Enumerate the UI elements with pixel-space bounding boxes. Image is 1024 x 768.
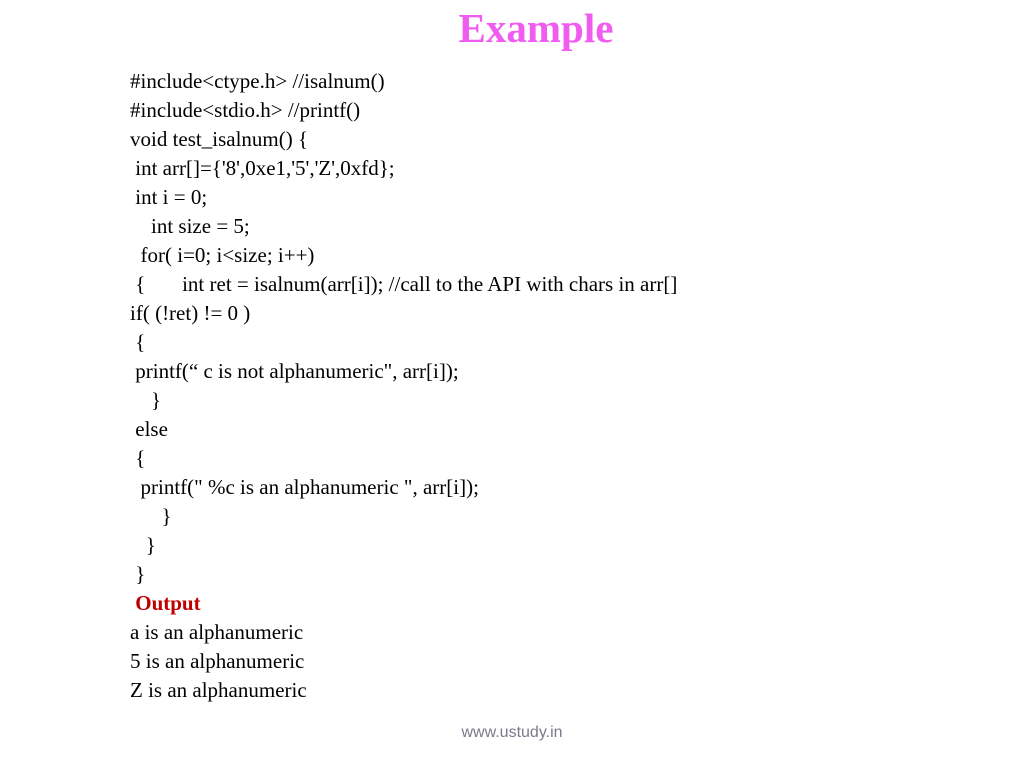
code-line: int i = 0; xyxy=(130,185,208,209)
code-line: } xyxy=(130,504,172,528)
code-line: { int ret = isalnum(arr[i]); //call to the API with chars in arr[] xyxy=(130,272,678,296)
code-line: else xyxy=(130,417,168,441)
code-line: #include<stdio.h> //printf() xyxy=(130,98,361,122)
code-line: { xyxy=(130,330,146,354)
code-line: } xyxy=(130,388,162,412)
code-line: printf(" %c is an alphanumeric ", arr[i]); xyxy=(130,475,479,499)
code-line: { xyxy=(130,446,146,470)
output-line: 5 is an alphanumeric xyxy=(130,649,305,673)
code-line: #include<ctype.h> //isalnum() xyxy=(130,69,385,93)
output-heading: Output xyxy=(130,591,201,615)
code-block xyxy=(130,67,990,705)
footer-url: www.ustudy.in xyxy=(461,724,563,741)
code-line: int arr[]={'8',0xe1,'5','Z',0xfd}; xyxy=(130,156,395,180)
slide-title: Example xyxy=(458,5,614,51)
code-line: for( i=0; i<size; i++) xyxy=(130,243,315,267)
code-line: printf(“ c is not alphanumeric", arr[i]); xyxy=(130,359,459,383)
code-line: if( (!ret) != 0 ) xyxy=(130,301,251,325)
code-line: } xyxy=(130,562,146,586)
code-line: int size = 5; xyxy=(130,214,250,238)
output-line: Z is an alphanumeric xyxy=(130,678,307,702)
output-line: a is an alphanumeric xyxy=(130,620,304,644)
code-line: void test_isalnum() { xyxy=(130,127,309,151)
code-line: } xyxy=(130,533,156,557)
